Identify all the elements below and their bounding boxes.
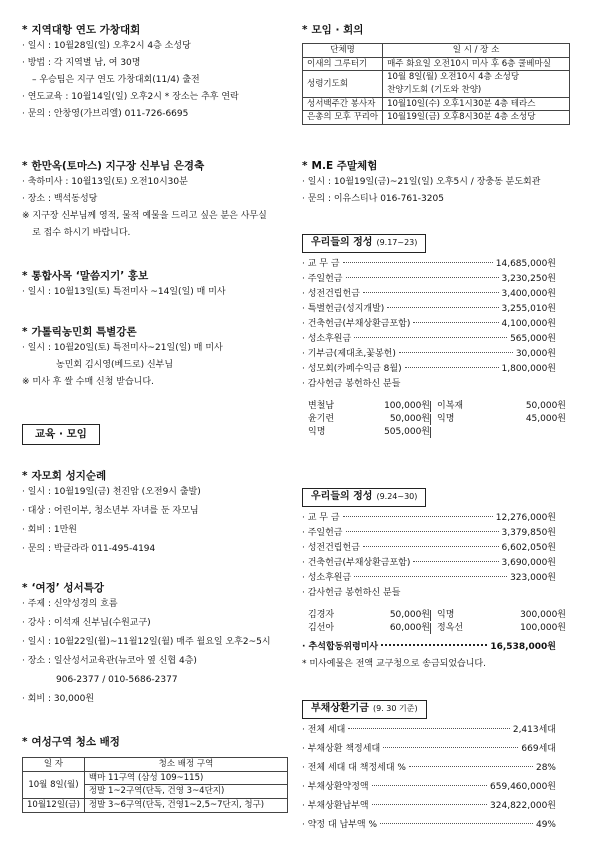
offering-row: · 교 무 금 12,276,000원 <box>302 512 556 523</box>
table-cell: 10월10일(수) 오후1시30분 4층 테라스 <box>383 97 570 111</box>
table-header: 일 자 <box>23 758 85 772</box>
info-line: · 주제 : 신약성경의 흐름 <box>22 599 118 610</box>
debt-row: · 전체 세대 2,413세대 <box>302 724 556 735</box>
box-title-text: 우리들의 정성 <box>311 237 373 248</box>
offering-row: · 건축헌금(부채상환금포함) 3,690,000원 <box>302 557 556 568</box>
info-line: · 문의 : 안창영(가브리엘) 011-726-6695 <box>22 109 189 120</box>
info-line: 로 접수 하시기 바랍니다. <box>32 228 131 239</box>
offering-row: · 주일헌금 3,230,250원 <box>302 273 556 284</box>
table-header: 일 시 / 장 소 <box>383 44 570 58</box>
donor-name: 변철남 <box>308 400 335 411</box>
offering-row: · 성전건립헌금 3,400,000원 <box>302 288 556 299</box>
section-title: 여성구역 청소 배정 <box>31 736 120 748</box>
info-line: · 회비 : 1만원 <box>22 525 77 536</box>
meetings-table <box>302 43 570 125</box>
donor-name: 이복재 <box>430 401 486 412</box>
section-anniversary <box>22 160 290 245</box>
section-me <box>302 160 584 211</box>
donor-grid <box>308 610 584 635</box>
info-line: · 축하미사 : 10월13일(토) 오전10시30분 <box>22 177 188 188</box>
memorial-mass-total: · 추석합동위령미사 16,538,000원 <box>302 642 556 652</box>
star-icon: * <box>22 470 28 482</box>
debt-row: · 부채상환약정액 659,460,000원 <box>302 781 556 792</box>
section-title: 모임 · 회의 <box>311 24 364 36</box>
table-row <box>303 111 570 125</box>
box-title-text: 부채상환기금 <box>311 703 369 714</box>
section-title: 자모회 성지순례 <box>31 470 107 482</box>
box-title-text: 우리들의 정성 <box>311 491 373 502</box>
table-row <box>303 57 570 71</box>
box-title-date: (9.24~30) <box>376 492 418 501</box>
table-row <box>303 97 570 111</box>
section-title: M.E 주말체험 <box>311 160 378 172</box>
info-line: 농민회 김시영(베드로) 신부님 <box>56 360 174 371</box>
star-icon: * <box>302 24 308 36</box>
offering-list <box>302 259 556 395</box>
education-header <box>22 424 290 445</box>
section-title: 지역대항 연도 가창대회 <box>31 24 141 36</box>
thanks-label: · 감사헌금 봉헌하신 분들 <box>302 378 401 389</box>
donor-name: 정옥선 <box>430 623 486 634</box>
info-line: · 장소 : 일산성서교육관(뉴코아 옆 신협 4층) <box>22 656 197 667</box>
debt-row: · 부채상환 책정세대 669세대 <box>302 743 556 754</box>
section-word-keeper <box>22 270 290 304</box>
table-cell: 백마 11구역 (삼성 109~115) <box>84 771 287 785</box>
info-line: · 대상 : 어린이부, 청소년부 자녀를 둔 자모님 <box>22 506 199 517</box>
table-header-row <box>23 758 288 772</box>
section-pilgrimage <box>22 470 290 563</box>
info-line: · 장소 : 백석동성당 <box>22 194 98 205</box>
debt-row: · 전체 세대 대 책정세대 % 28% <box>302 762 556 773</box>
donor-amount: 50,000원 <box>389 609 430 620</box>
offering-row: · 성모회(카페수익금 8월) 1,800,000원 <box>302 363 556 374</box>
donor-name: 익명 <box>430 414 486 425</box>
table-cell: 10월 8일(월) <box>23 771 85 798</box>
info-line: ※ 미사 후 쌀 수매 신청 받습니다. <box>22 377 154 388</box>
section-offering-2 <box>302 488 584 670</box>
info-line: · 연도교육 : 10월14일(일) 오후2시 * 장소는 추후 연락 <box>22 92 239 103</box>
star-icon: * <box>22 326 28 338</box>
offering-row: · 주일헌금 3,379,850원 <box>302 527 556 538</box>
star-icon: * <box>22 582 28 594</box>
table-row <box>23 799 288 813</box>
info-line: · 강사 : 이석재 신부님(수원교구) <box>22 618 151 629</box>
donor-amount: 505,000원 <box>384 427 430 437</box>
section-title: 한만옥(토마스) 지구장 신부님 은경축 <box>31 160 205 172</box>
star-icon: * <box>302 160 308 172</box>
section-singing-contest <box>22 24 290 126</box>
section-title: 가톨릭농민회 특별강론 <box>31 326 137 338</box>
donor-name: 익명 <box>308 427 326 437</box>
debt-row: · 약정 대 납부액 % 49% <box>302 819 556 830</box>
section-cleaning <box>22 736 290 813</box>
box-title <box>302 234 426 253</box>
offering-list <box>302 513 556 604</box>
box-title <box>302 488 426 507</box>
info-line: · 회비 : 30,000원 <box>22 694 95 705</box>
table-cell: 이새의 그루터기 <box>303 57 383 71</box>
cleaning-table <box>22 757 288 813</box>
table-cell: 매주 화요일 오전10시 미사 후 6층 쿨베마실 <box>383 57 570 71</box>
table-cell: 정발 3~6구역(단독, 건영1~2,5~7단지, 청구) <box>84 799 287 813</box>
info-line: · 일시 : 10월28일(일) 오후2시 4층 소성당 <box>22 41 191 52</box>
section-debt <box>302 700 584 839</box>
table-cell: 10월12일(금) <box>23 799 85 813</box>
section-title: ‘여정’ 성서특강 <box>31 582 104 594</box>
info-line: · 일시 : 10월22일(월)~11월12일(월) 매주 월요일 오후2~5시 <box>22 637 271 648</box>
info-line: ※ 지구장 신부님께 영적, 물적 예물을 드리고 싶은 분은 사무실 <box>22 211 267 222</box>
debt-row: · 부채상환납부액 324,822,000원 <box>302 800 556 811</box>
donor-amount: 50,000원 <box>389 413 430 424</box>
section-title: 통합사목 ‘말씀지기’ 홍보 <box>31 270 149 282</box>
table-cell: 10월19일(금) 오후8시30분 4층 소성당 <box>383 111 570 125</box>
table-cell: 성서백주간 봉사자 <box>303 97 383 111</box>
info-line: 906-2377 / 010-5686-2377 <box>56 675 178 686</box>
remittance-note: * 미사예물은 전액 교구청으로 송금되었습니다. <box>302 659 486 669</box>
table-header: 청소 배정 구역 <box>84 758 287 772</box>
info-line: · 문의 : 박글라라 011-495-4194 <box>22 544 156 555</box>
box-title <box>302 700 427 719</box>
star-icon: * <box>22 160 28 172</box>
info-line: – 우승팀은 지구 연도 가창대회(11/4) 출전 <box>32 75 200 86</box>
table-header: 단체명 <box>303 44 383 58</box>
box-title: 교육 · 모임 <box>22 424 100 445</box>
section-offering-1 <box>302 234 584 438</box>
table-header-row <box>303 44 570 58</box>
thanks-label: · 감사헌금 봉헌하신 분들 <box>302 587 401 598</box>
star-icon: * <box>22 24 28 36</box>
box-title-date: (9.17~23) <box>376 238 418 247</box>
info-line: · 일시 : 10월19일(금)~21일(일) 오후5시 / 장충동 분도회관 <box>302 177 541 188</box>
donor-grid <box>308 401 584 439</box>
info-line: · 문의 : 이유스티나 016-761-3205 <box>302 194 444 205</box>
donor-amount: 50,000원 <box>525 400 566 411</box>
donor-name: 윤기련 <box>308 413 335 424</box>
table-row <box>23 771 288 785</box>
star-icon: * <box>22 736 28 748</box>
table-cell: 은총의 모후 꾸리아 <box>303 111 383 125</box>
info-line: · 방법 : 각 지역별 남, 여 30명 <box>22 58 141 69</box>
offering-row: · 특별헌금(성지개발) 3,255,010원 <box>302 303 556 314</box>
offering-row: · 성소후원금 565,000원 <box>302 333 556 344</box>
info-line: · 일시 : 10월20일(토) 특전미사~21일(일) 매 미사 <box>22 343 223 354</box>
donor-amount: 45,000원 <box>525 413 566 424</box>
table-cell: 성령기도회 <box>303 71 383 97</box>
donor-name: 김선아 <box>308 622 335 633</box>
offering-row: · 성전건립헌금 6,602,050원 <box>302 542 556 553</box>
donor-amount: 60,000원 <box>389 622 430 633</box>
info-line: · 일시 : 10월13일(토) 특전미사 ~14일(일) 매 미사 <box>22 287 226 298</box>
box-title-date: (9. 30 기준) <box>372 704 418 713</box>
donor-name: 김경자 <box>308 609 335 620</box>
donor-name: 익명 <box>430 610 486 621</box>
section-meetings <box>302 24 584 125</box>
section-bible-lecture <box>22 582 290 713</box>
donor-amount: 100,000원 <box>384 400 430 411</box>
table-cell: 정발 1~2구역(단독, 건영 3~4단지) <box>84 785 287 799</box>
star-icon: * <box>22 270 28 282</box>
table-cell: 10월 8일(월) 오전10시 4층 소성당 <box>383 71 570 84</box>
offering-row: · 건축헌금(부채상환금포함) 4,100,000원 <box>302 318 556 329</box>
donor-amount: 100,000원 <box>520 622 566 633</box>
debt-list <box>302 725 556 839</box>
info-line: · 일시 : 10월19일(금) 천진암 (오전9시 출발) <box>22 487 201 498</box>
table-row <box>303 71 570 84</box>
donor-amount: 300,000원 <box>520 609 566 620</box>
section-farmers-sermon <box>22 326 290 394</box>
offering-row: · 교 무 금 14,685,000원 <box>302 258 556 269</box>
offering-row: · 성소후원금 323,000원 <box>302 572 556 583</box>
table-cell: 찬양기도회 (기도와 찬양) <box>383 84 570 97</box>
offering-row: · 기부금(제대초,꽃봉헌) 30,000원 <box>302 348 556 359</box>
